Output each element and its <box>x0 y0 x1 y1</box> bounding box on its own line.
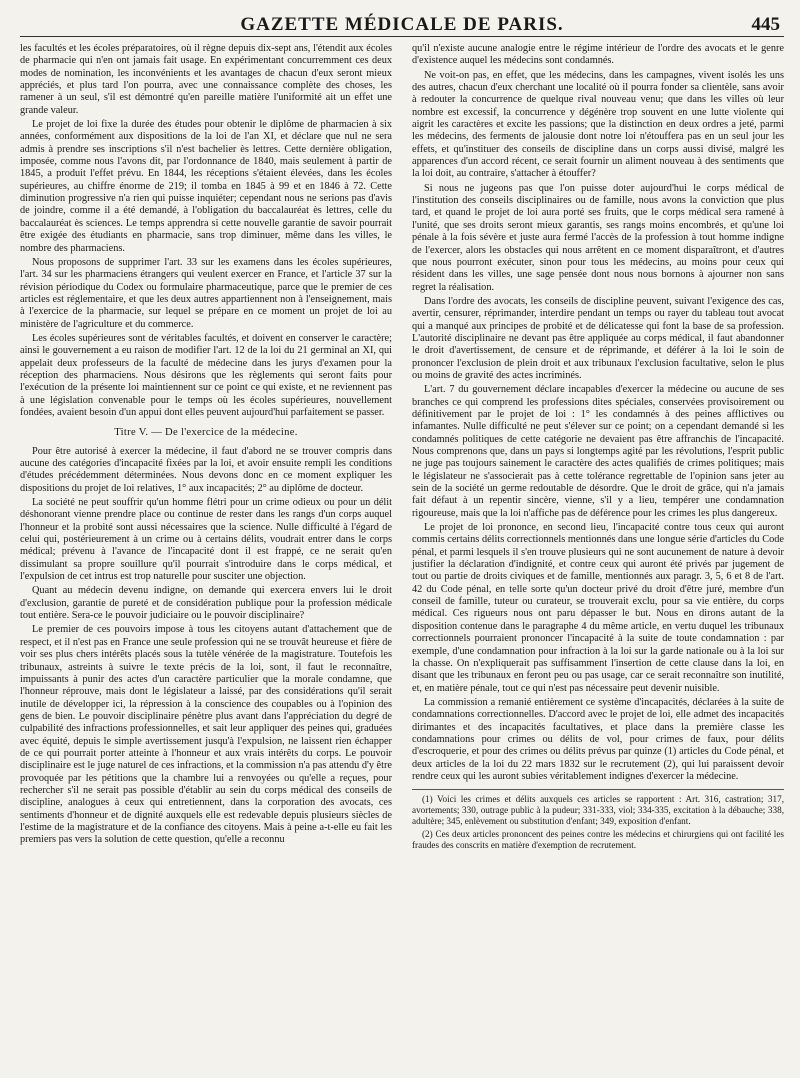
paragraph: qu'il n'existe aucune analogie entre le régime intérieur de l'ordre des avocats et le genre d'existence auquel les médecins sont condamnés. <box>412 43 784 67</box>
paragraph: Si nous ne jugeons pas que l'on puisse doter aujourd'hui le corps médical de l'institution des conseils disciplinaires ou de famille, nous avons la conviction que plus tard, et quand le projet de loi aura porté ses fruits, que le corps médical sera ramené à l'unité, que ses droits seront mieux garantis, ses rangs moins encombrés, et qu'une loi pénale à la fois sévère et juste aura fermé l'accès de la profession à tout homme indigne de l'exercer, alors les obstacles qui nous arrêtent en ce moment disparaîtront, et d'autres que nous pourront exécuter, sinon pour tous les médecins, au moins pour ceux qui résident dans les villes, une sage pensée dont nous nous bornons à ajourner non sans regret la réalisation. <box>412 182 784 293</box>
paragraph: Quant au médecin devenu indigne, on demande qui exercera envers lui le droit d'exclusion, garantie de pureté et de considération publique pour la profession médicale tout entière. Sera-ce le pouvoir judiciaire ou le pouvoir disciplinaire? <box>20 585 392 622</box>
page-number: 445 <box>751 14 780 35</box>
footnotes <box>412 789 784 851</box>
footnote: (2) Ces deux articles prononcent des peines contre les médecins et chirurgiens qui ont facilité les fraudes des conscrits en matière d'exemption de recrutement. <box>412 829 784 851</box>
left-column <box>20 43 392 853</box>
paragraph: L'art. 7 du gouvernement déclare incapables d'exercer la médecine ou aucune de ses branches ce qui comprend les professions dites spéciales, conservées provisoirement ou définitivement par le projet de loi : 1° les condamnés à des peines afflictives ou infamantes. Nulle difficulté ne peut s'élever sur ce point; on a cependant demandé si les condamnés politiques de cette catégorie ne devaient pas être affranchis de l'incapacité. Nous comprenons que, dans un pays si longtemps agité par les révolutions, l'esprit public ne juge pas toujours sainement le caractère des actes qualifiés de crimes politiques; mais le législateur ne s'associerait pas à cette tolérance regrettable de l'opinion sans jeter au sein de la société un germe redoutable de désordre. Que le droit de grâce, qui n'a jamais fait défaut à un repentir sincère, vienne, s'il y a lieu, tempérer une condamnation rigoureuse, mais que la loi n'affiche pas de déférence pour les crimes les plus dangereux. <box>412 384 784 519</box>
footnote: (1) Voici les crimes et délits auxquels ces articles se rapportent : Art. 316, castration; 317, avortements; 330, outrage public à la pudeur; 331-333, viol; 334-335, excitation à la débauche; 338, adultère; 345, enlèvement ou substitution d'enfant; 349, exposition d'enfant. <box>412 794 784 827</box>
section-title: Titre V. — De l'exercice de la médecine. <box>114 427 298 439</box>
paragraph: La commission a remanié entièrement ce système d'incapacités, déclarées à la suite de condamnations correctionnelles. D'accord avec le projet de loi, elle admet des incapacités dirimantes et des incapacités facultatives, et place dans la première classe les condamnations pour crimes ou délits de vol, pour crimes de faux, pour délits d'escroquerie, et pour des crimes ou délits prévus par quinze (1) articles du Code pénal, et deux articles de la loi du 22 mars 1832 sur le recrutement (2), qui lui paraissent devoir rendre ceux qui les auront subies véritablement indignes d'exercer la médecine. <box>412 696 784 782</box>
journal-title: GAZETTE MÉDICALE DE PARIS. <box>240 14 564 35</box>
paragraph: Les écoles supérieures sont de véritables facultés, et doivent en conserver le caractère; ainsi le gouvernement a eu raison de modifier l'art. 12 de la loi du 21 germinal an XI, qui appelait deux professeurs de la faculté de médecine dans les jurys d'examen pour la réception des pharmaciens. Nous désirons que les règlements qui seront faits pour l'exécution de la présente loi maintiennent sur ce point ce qui existe, et ne reviennent pas à une législation convenable pour le temps où les écoles supérieures, nouvellement fondées, avaient besoin d'un appui dont elles peuvent aujourd'hui parfaitement se passer. <box>20 332 392 418</box>
page-header <box>20 10 784 37</box>
paragraph: Le premier de ces pouvoirs impose à tous les citoyens autant d'attachement que de respect, et il n'est pas en France une seule profession qui ne se trouvât heureuse et fière de voir ses plus chers intérêts placés sous la tutèle vénérée de la magistrature. Toutefois les tribunaux, astreints à suivre le texte précis de la loi, sont, il faut le reconnaître, impuissants à punir des actes d'un caractère particulier que la morale condamne, que l'honneur réprouve, mais dont le législateur a laissé, par des considérations qu'il serait inutile de développer ici, la répression à la conscience des coupables ou à l'opinion des gens de bien. Le pouvoir disciplinaire pénètre plus avant dans l'appréciation du degré de culpabilité des infractions professionnelles, et sait leur appliquer des peines qui, graduées avec équité, depuis le simple avertissement jusqu'à l'expulsion, ne laissent rien échapper de ce qui pourrait porter atteinte à l'honneur et aux vrais intérêts du corps. Le pouvoir disciplinaire est le juge naturel de ces infractions, et la commission n'a pas attendu d'y être provoquée par les pétitions que la chambre lui a renvoyées ou qu'elle a reçues, pour rechercher s'il ne serait pas possible d'établir au sein du corps médical des conseils de discipline, analogues à ceux qui entretiennent, dans la corporation des avocats, ces sentiments d'honneur et de dignité auxquels elle est redevable depuis plusieurs siècles de l'estime de la magistrature et de la confiance des citoyens. Mais à peine a-t-elle eu fait les premiers pas vers la solution de cette question, qu'elle a reconnu <box>20 624 392 846</box>
paragraph: Ne voit-on pas, en effet, que les médecins, dans les campagnes, vivent isolés les uns des autres, chacun d'eux cherchant une localité où il pourra fonder sa clientèle, sans avoir à redouter la concurrence de quelque rival nouveau venu; que dans les villes où leur nombre est excessif, la concurrence y dégénère trop souvent en une lutte violente qui aigrit les caractères et excite les passions; que la distinction en deux ordres a jeté, parmi les médecins, des ferments de jalousie dont notre loi n'étouffera pas en un seul jour les effets, et qu'instituer des conseils de discipline dans un corps aussi divisé, malgré les apparences d'un accord récent, ce serait fournir un aliment nouveau à des sentiments que la loi doit, au contraire, s'attacher à étouffer? <box>412 69 784 180</box>
paragraph: Le projet de loi prononce, en second lieu, l'incapacité contre tous ceux qui auront commis certains délits correctionnels mentionnés dans une longue série d'articles du Code pénal, et parmi lesquels il s'en trouve plusieurs qui ne sont aucunement de nature à devoir justifier la déclaration d'indignité, et contre ceux qui auront été privés par jugement de tout ou partie de droits civiques et de famille, mentionnés aux paragr. 3, 5, 6 et 8 de l'art. 42 du Code pénal, en telle sorte qu'un docteur privé du droit d'être juré, membre d'un conseil de famille, tuteur ou curateur, se trouverait exclu, pour sa vie entière, du corps médical. Ces rigueurs nous ont paru dépasser le but. Nous en dirons autant de la disposition contenue dans le paragraphe 4 du même article, en vertu duquel les tribunaux correctionnels pourraient prononcer l'incapacité à la suite de toute condamnation : par exemple, d'une condamnation pour infraction à la loi sur la garde nationale ou à la loi sur la chasse. On n'expliquerait pas suffisamment l'insertion de cette clause dans la loi, en disant que les tribunaux en feront peu ou pas usage, car ce serait reconnaître son inutilité, et, en matière pénale, tout ce qui n'est pas nécessaire peut devenir nuisible. <box>412 522 784 694</box>
paragraph: Dans l'ordre des avocats, les conseils de discipline peuvent, suivant l'exigence des cas, avertir, censurer, réprimander, interdire pendant un temps ou rayer du tableau tout avocat qui a manqué aux principes de probité et de délicatesse qui font la base de sa profession. L'autorité disciplinaire ne devant pas être appliquée au corps médical, il faut abandonner le droit d'avertissement, de censure et de réprimande, et déférer à la loi le soin de prononcer l'exclusion de plein droit et aux tribunaux l'exclusion facultative, selon le plus ou moins de gravité des actes incriminés. <box>412 295 784 381</box>
paragraph: La société ne peut souffrir qu'un homme flétri pour un crime odieux ou pour un délit déshonorant vienne prendre place ou continue de rester dans les rangs d'un corps auquel l'honneur et la probité sont aussi nécessaires que la science. Nulle difficulté à l'égard de celui qui, postérieurement à un crime ou à certains délits, voudrait entrer dans le corps médical; prévenu à l'avance de l'incapacité dont il est frappé, ce ne serait qu'en dissimulant sa propre souillure qu'il pourrait s'introduire dans le corps médical, et l'expulsion de cet intrus est trop naturelle pour susciter une objection. <box>20 497 392 583</box>
paragraph: les facultés et les écoles préparatoires, où il règne depuis dix-sept ans, l'étendit aux écoles de pharmacie qui n'en ont jamais fait usage. En expérimentant concurremment ces deux modes de nomination, les inconvénients et les avantages de chacun d'eux seront mieux appréciés, et plus tard l'on pourra, avec une connaissance complète des choses, les ramener à un seul, s'il est démontré qu'en pareille matière l'uniformité ait un effet une grande valeur. <box>20 43 392 116</box>
paragraph: Nous proposons de supprimer l'art. 33 sur les examens dans les écoles supérieures, l'art. 34 sur les pharmaciens étrangers qui veulent exercer en France, et l'article 37 sur la révision périodique du Codex ou formulaire pharmaceutique, parce que le premier de ces articles est réglementaire, et que les deux autres appartiennent non à l'enseignement, mais à l'exercice de la pharmacie, sur lequel se prépare en ce moment un projet de loi au ministère de l'agriculture et du commerce. <box>20 256 392 330</box>
text-columns <box>20 43 784 853</box>
right-column <box>412 43 784 853</box>
paragraph: Le projet de loi fixe la durée des études pour obtenir le diplôme de pharmacien à six années, conformément aux dispositions de la loi de l'an XI, et déclare que nul ne sera admis à prendre ses inscriptions s'il n'est bachelier ès lettres. Cette dernière obligation, imposée, comme nous l'avons dit, par l'ordonnance de 1840, mais seulement à partir de 1845, a produit l'effet prévu. En 1844, les réceptions s'étaient élevées, dans les écoles supérieures, au chiffre énorme de 219; il tomba en 1845 à 99 et en 1846 à 72. Cette diminution progressive n'a rien qui puisse inquiéter; cependant nous ne serions pas d'avis de joindre, comme il a été demandé, à l'obligation du baccalauréat ès lettres, celle du baccalauréat ès sciences. Le temps apprendra si cette nouvelle garantie de savoir pourrait être exigée des étudiants en pharmacie, sans trop diminuer, même dans les villes, le nombre des pharmaciens. <box>20 119 392 254</box>
paragraph: Pour être autorisé à exercer la médecine, il faut d'abord ne se trouver compris dans aucune des catégories d'incapacité fixées par la loi, et avoir ensuite rempli les conditions d'études précédemment déterminées. Nous devons donc en ce moment expliquer les dispositions du projet de loi relatives, 1° aux incapacités; 2° au diplôme de docteur. <box>20 445 392 494</box>
